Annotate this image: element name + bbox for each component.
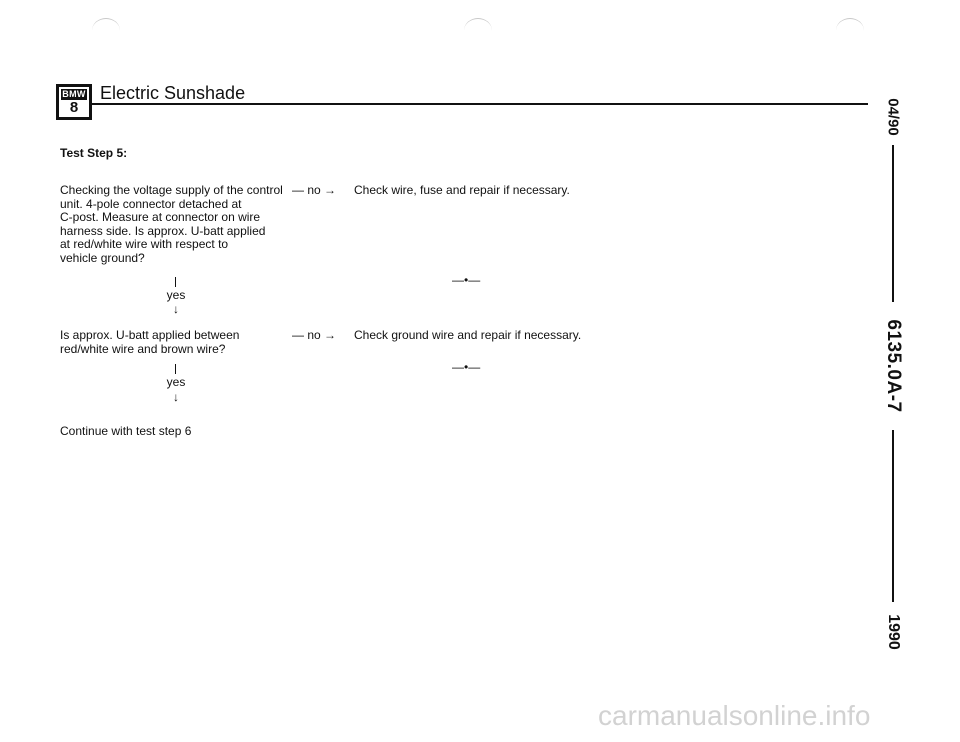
side-rule [892,430,894,602]
watermark: carmanualsonline.info [598,700,871,731]
no-branch-label: — no → [292,183,337,197]
no-action: Check wire, fuse and repair if necessary. [354,183,570,197]
test-step-title: Test Step 5: [60,146,128,160]
side-year: 1990 [885,614,902,650]
no-action: Check ground wire and repair if necessary. [354,328,582,342]
logo-brand: BMW [62,89,86,99]
flow-tick [175,364,176,374]
flow-tick [175,277,176,287]
scan-mark [464,18,492,43]
yes-label: yes [166,375,186,389]
question-line: Is approx. U-batt applied between [60,328,240,342]
yes-label: yes [166,288,186,302]
scan-mark [836,18,864,43]
question-2 [60,329,239,356]
question-line: C-post. Measure at connector on wire [60,210,261,224]
header-rule [92,103,868,105]
no-branch-label: — no → [292,328,337,342]
scan-mark [92,18,120,43]
question-line: red/white wire and brown wire? [60,341,226,356]
separator: —•— [452,273,481,287]
arrow-down-icon: ↓ [173,390,179,404]
question-line: harness side. Is approx. U-batt applied [60,223,266,238]
question-line: Checking the voltage supply of the control [60,183,283,197]
page-title: Electric Sunshade [100,83,246,103]
question-line: at red/white wire with respect to [60,237,229,251]
side-date: 04/90 [884,98,902,136]
question-1 [60,184,283,265]
question-line: unit. 4-pole connector detached at [60,196,242,211]
separator: —•— [452,360,481,374]
logo-model: 8 [69,99,79,116]
continue-text: Continue with test step 6 [60,424,192,438]
bmw-8-logo [56,84,92,120]
side-rule [892,145,894,302]
question-line: vehicle ground? [60,250,145,265]
side-doc-code: 6135.0A-7 [883,319,904,413]
arrow-down-icon: ↓ [173,302,179,316]
